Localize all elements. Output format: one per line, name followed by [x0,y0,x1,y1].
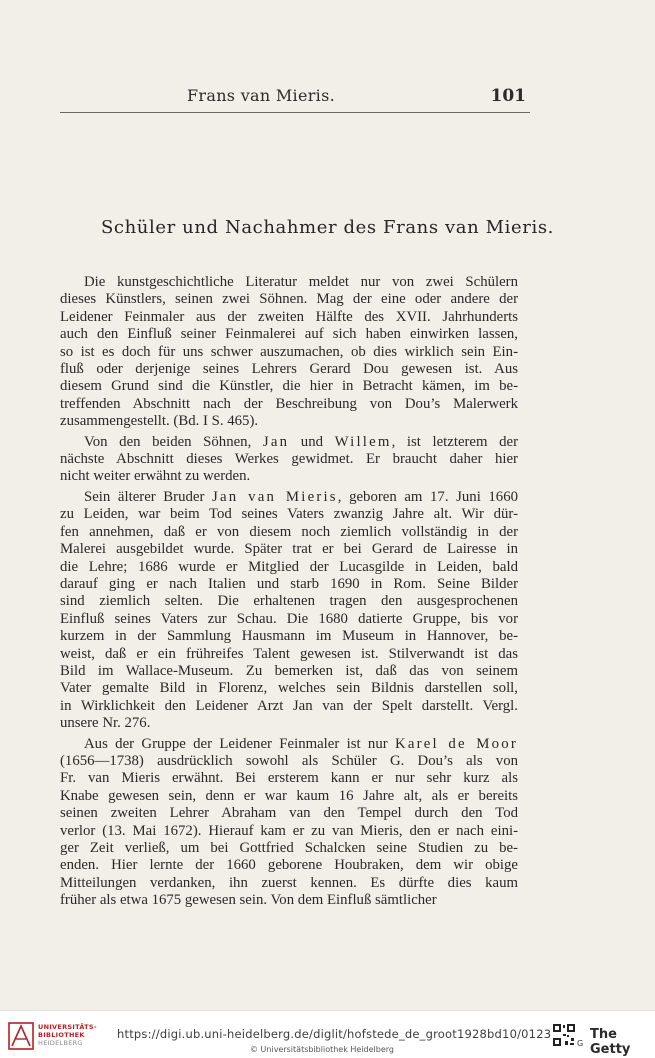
text-line [60,468,518,485]
text-line [60,698,518,715]
text-run: Knabe gewesen sein, denn er war kaum 16 Jahre alt, als er bereits [60,787,518,804]
text-run: Sein älterer Bruder [84,488,213,505]
text-run: dieses Künstlers, seinen zwei Söhnen. Mag der eine oder andere der [60,291,518,308]
text-run: so ist es doch für uns schwer auszumachen, ob dies wirklich sein Ein- [60,343,518,360]
text-line [60,489,518,506]
spaced-name: Karel de Moor [395,735,518,752]
text-run: diesem Grund sind die Künstler, die hier in Betracht kämen, im be- [60,378,518,395]
text-line [60,378,518,395]
text-line [60,576,518,593]
text-run: verlor (13. Mai 1672). Hierauf kam er zu van Mieris, den er nach eini- [60,822,518,839]
text-run: seinen zweiten Lehrer Abraham van den Tempel durch den Tod [60,805,518,822]
text-line [60,506,518,523]
text-line [60,805,518,822]
text-run: zusammengestellt. (Bd. I S. 465). [60,413,259,430]
text-line [60,892,518,909]
text-run: die Lehre; 1686 wurde er Mitglied der Lucasgilde in Leiden, bald [60,558,518,575]
text-run: Bild im Wallace-Museum. Zu bemerken ist, daß das von seinem [60,662,518,679]
text-run: zu Leiden, war beim Tod seines Vaters zwanzig Jahre alt. Wir dür- [60,506,518,523]
text-run: Aus der Gruppe der Leidener Feinmaler ist nur [84,735,395,752]
running-title: Frans van Mieris. [187,86,335,105]
text-run: Einfluß seines Vaters zur Schau. Die 1680 datierte Gruppe, bis vor [60,610,518,627]
text-run: darauf ging er nach Italien und starb 1690 in Rom. Seine Bilder [60,575,518,592]
text-line [60,524,518,541]
text-run: Malerei ausgebildet wurde. Später trat er bei Gerard de Lairesse in [60,541,518,558]
getty-mark-icon: G [577,1039,584,1048]
text-run: Leidener Feinmaler aus der zweiten Hälfte des XVII. Jahrhunderts [60,308,518,325]
paragraph [60,489,518,733]
library-name-line: UNIVERSITÄTS- [38,1023,97,1031]
text-run: (1656—1738) ausdrücklich sowohl als Schüler G. Dou’s als von [60,752,518,769]
text-line [60,770,518,787]
paragraph [60,274,518,431]
text-run: , geboren am 17. Juni 1660 [337,488,519,505]
text-run: sind ziemlich selten. Die erhaltenen tragen den ausgesprochenen [60,593,518,610]
text-line [60,413,518,430]
text-run: Die kunstgeschichtliche Literatur meldet nur von zwei Schülern [84,274,518,290]
text-line [60,753,518,770]
text-run: kurzem in der Sammlung Hausmann im Museum in Hannover, be- [60,628,518,645]
text-line [60,291,518,308]
text-run: nicht weiter erwähnt zu werden. [60,468,251,485]
text-line [60,680,518,697]
text-line [60,715,518,732]
running-head [60,82,530,113]
text-run: fluß oder derjenige seines Lehrers Gerard Dou gewesen ist. Aus [60,361,518,378]
text-run: enden. Hier lernte der 1660 geborene Houbraken, dem wir obige [60,857,518,874]
library-name-line: BIBLIOTHEK [38,1031,85,1039]
text-line [60,434,518,451]
text-run: früher als etwa 1675 gewesen sein. Von dem Einfluß sämtlicher [60,892,437,909]
text-run: in Wirklichkeit den Leidener Arzt Jan van der Spelt darstellt. Vergl. [60,697,518,714]
page-number: 101 [490,86,526,106]
text-line [60,344,518,361]
text-line [60,628,518,645]
spaced-name: Jan van Mieris [212,488,338,505]
text-line [60,663,518,680]
library-name-line: HEIDELBERG [38,1039,83,1047]
text-line [60,736,518,753]
text-run: treffenden Abschnitt nach der Beschreibung von Dou’s Malerwerk [60,395,518,412]
section-heading: Schüler und Nachahmer des Frans van Mieris. [101,217,554,238]
text-line [60,593,518,610]
spaced-name: Jan [262,433,290,450]
spaced-name: Willem [334,433,392,450]
text-run: Mitteilungen verdanken, ihn zuerst kennen. Es dürfte dies kaum [60,874,518,891]
text-line [60,361,518,378]
text-run: ger Zeit verließ, um bei Gottfried Schalcken seine Studien zu be- [60,840,518,856]
permalink-url[interactable]: https://digi.ub.uni-heidelberg.de/diglit/hofstede_de_groot1928bd10/0123 [117,1027,552,1041]
text-line [60,857,518,874]
text-line [60,309,518,326]
viewer-footer [0,1010,655,1058]
text-run: und [289,433,335,450]
text-run: fen annehmen, daß er von diesem noch ziemlich vollständig in der [60,523,518,540]
text-line [60,274,518,291]
text-run: nächste Abschnitt dieses Werkes gewidmet. Er braucht daher hier [60,451,518,468]
text-run: Fr. van Mieris erwähnt. Bei ersterem kann er nur sehr kurz als [60,770,518,787]
body-text [60,274,518,910]
text-line [60,326,518,343]
text-line [60,840,518,857]
text-line [60,646,518,663]
text-line [60,559,518,576]
text-run: Vater gemalte Bild in Florenz, welches sein Bildnis darstellen soll, [60,680,518,697]
text-line [60,611,518,628]
text-line [60,396,518,413]
text-run: unsere Nr. 276. [60,715,151,732]
text-run: auch den Einfluß seiner Feinmalerei auf sich haben einwirken lassen, [60,326,518,343]
university-library-logo-icon[interactable] [8,1022,34,1050]
text-run: , ist letzterem der [391,433,519,450]
text-run: Von den beiden Söhnen, [84,433,263,450]
text-line [60,541,518,558]
text-line [60,451,518,468]
copyright-notice: © Universitätsbibliothek Heidelberg [250,1045,395,1054]
text-run: weist, daß er ein frühreifes Talent gewesen ist. Stilverwandt ist das [60,645,518,662]
text-line [60,788,518,805]
text-line [60,875,518,892]
partner-getty-link[interactable]: The Getty [590,1027,631,1057]
qr-code-icon[interactable] [552,1023,576,1047]
university-library-name[interactable] [38,1023,97,1047]
paragraph [60,434,518,486]
paragraph [60,736,518,910]
text-line [60,823,518,840]
